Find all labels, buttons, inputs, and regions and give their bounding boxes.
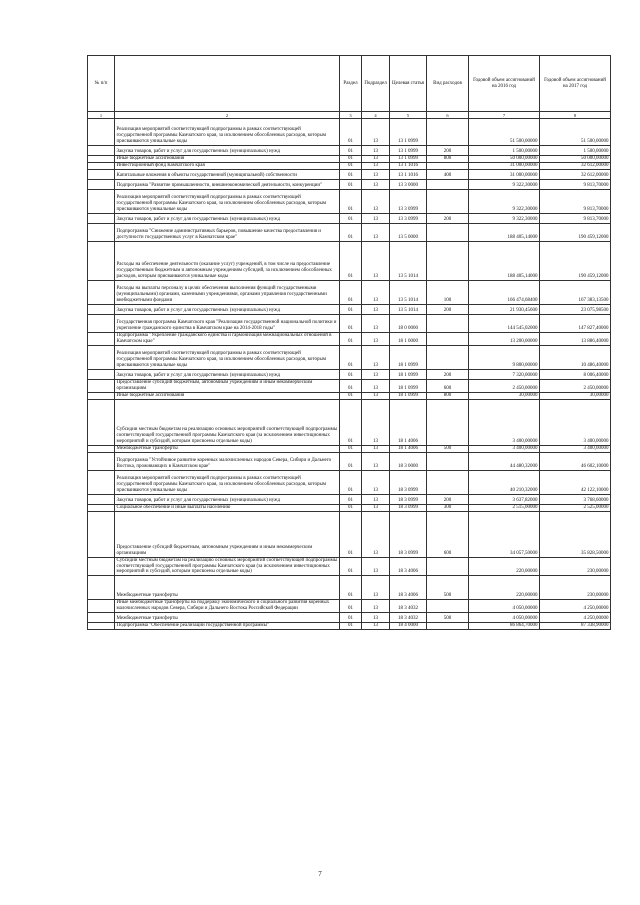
row-number-cell xyxy=(88,170,115,180)
column-number: 1 xyxy=(88,112,115,119)
row-name-cell: Инвестиционный фонд Камчатского края xyxy=(115,163,340,170)
row-number-cell xyxy=(88,190,115,214)
row-article-cell: 13 5 1014 xyxy=(390,242,427,281)
row-section-cell: 01 xyxy=(340,163,362,170)
row-article-cell: 13 3 0999 xyxy=(390,190,427,214)
row-name-cell: Межбюджетные трансферты xyxy=(115,445,340,452)
row-amount-2016: 51 500,00000 xyxy=(469,119,540,146)
row-amount-2016: 44 480,32000 xyxy=(469,452,540,470)
row-expense-cell xyxy=(427,345,469,369)
row-amount-2017: 3 768,60000 xyxy=(540,494,611,504)
row-article-cell: 18 1 0000 xyxy=(390,333,427,346)
table-row xyxy=(88,315,611,333)
row-section-cell: 01 xyxy=(340,170,362,180)
row-amount-2017: 23 075,98500 xyxy=(540,305,611,315)
row-article-cell: 13 5 1014 xyxy=(390,281,427,305)
row-amount-2016: 4 050,00000 xyxy=(469,600,540,613)
row-name-cell: Государственная программа Камчатского края "Реализация государственной национальной политики и укрепление гражданского единства в Камчатском крае на 2014-2018 годы" xyxy=(115,315,340,333)
row-article-cell: 13 1 1016 xyxy=(390,163,427,170)
row-expense-cell xyxy=(427,180,469,190)
row-number-cell xyxy=(88,119,115,146)
table-row xyxy=(88,369,611,379)
row-section-cell: 01 xyxy=(340,445,362,452)
row-article-cell: 18 3 4032 xyxy=(390,600,427,613)
table-row xyxy=(88,511,611,557)
row-amount-2017: 2 450,00000 xyxy=(540,379,611,392)
row-section-cell: 01 xyxy=(340,242,362,281)
row-expense-cell: 100 xyxy=(427,281,469,305)
row-article-cell: 18 3 0999 xyxy=(390,504,427,511)
budget-table xyxy=(87,55,611,630)
table-row xyxy=(88,379,611,392)
row-amount-2017: 230,00000 xyxy=(540,557,611,576)
row-subsection-cell: 13 xyxy=(362,494,390,504)
column-number: 7 xyxy=(469,112,540,119)
row-amount-2016: 7 320,00000 xyxy=(469,369,540,379)
table-row xyxy=(88,156,611,163)
row-article-cell: 18 1 0999 xyxy=(390,392,427,399)
row-number-cell xyxy=(88,445,115,452)
row-name-cell: Предоставление субсидий бюджетным, автономным учреждениям и иным некоммерческим организациям xyxy=(115,511,340,557)
row-expense-cell xyxy=(427,315,469,333)
row-expense-cell: 200 xyxy=(427,146,469,156)
row-amount-2017: 50 000,00000 xyxy=(540,156,611,163)
row-expense-cell: 800 xyxy=(427,156,469,163)
row-name-cell: Реализация мероприятий соответствующей подпрограммы в рамках соответствующей государственной программы Камчатского края, за исключением обособленных расходов, которым присваиваются уникальные коды xyxy=(115,345,340,369)
row-subsection-cell: 13 xyxy=(362,305,390,315)
row-name-cell: Иные межбюджетные трансферты на поддержку экономического и социального развития коренных малочисленных народов Севера, Сибири и Дальнего Востока Российской Федерации xyxy=(115,600,340,613)
row-article-cell: 18 1 0999 xyxy=(390,379,427,392)
row-amount-2017: 4 250,00000 xyxy=(540,600,611,613)
row-section-cell: 01 xyxy=(340,399,362,445)
row-subsection-cell: 13 xyxy=(362,369,390,379)
table-row xyxy=(88,470,611,494)
row-amount-2016: 4 050,00000 xyxy=(469,613,540,623)
row-article-cell: 13 1 1016 xyxy=(390,170,427,180)
header-article: Целевая статья xyxy=(390,56,427,112)
row-amount-2017: 46 602,10000 xyxy=(540,452,611,470)
row-expense-cell xyxy=(427,399,469,445)
row-amount-2016: 50 000,00000 xyxy=(469,156,540,163)
row-amount-2017: 32 612,00000 xyxy=(540,170,611,180)
row-amount-2017: 147 827,40000 xyxy=(540,315,611,333)
row-subsection-cell: 13 xyxy=(362,190,390,214)
table-row xyxy=(88,119,611,146)
row-section-cell: 01 xyxy=(340,557,362,576)
row-name-cell: Реализация мероприятий соответствующей подпрограммы в рамках соответствующей государственной программы Камчатского края, за исключением обособленных расходов, которым присваиваются уникальные коды xyxy=(115,190,340,214)
row-number-cell xyxy=(88,452,115,470)
row-expense-cell: 500 xyxy=(427,576,469,600)
row-section-cell: 01 xyxy=(340,392,362,399)
row-subsection-cell: 13 xyxy=(362,504,390,511)
row-section-cell: 01 xyxy=(340,333,362,346)
row-amount-2016: 9 800,00000 xyxy=(469,345,540,369)
row-name-cell: Закупка товаров, работ и услуг для государственных (муниципальных) нужд xyxy=(115,214,340,224)
row-name-cell: Расходы на обеспечение деятельности (оказание услуг) учреждений, в том числе на предоставление государственным бюджетным и автономным учреждениям субсидий, за исключением обособленных расходов, которым присваиваются уникальные коды xyxy=(115,242,340,281)
row-amount-2016: 3 637,82000 xyxy=(469,494,540,504)
row-section-cell: 01 xyxy=(340,504,362,511)
table-row xyxy=(88,345,611,369)
header-number: № п/п xyxy=(88,56,115,112)
row-name-cell: Реализация мероприятий соответствующей подпрограммы в рамках соответствующей государственной программы Камчатского края, за исключением обособленных расходов, которым присваиваются уникальные коды xyxy=(115,470,340,494)
table-body xyxy=(88,119,611,630)
row-expense-cell xyxy=(427,333,469,346)
row-amount-2017: 9 813,70000 xyxy=(540,180,611,190)
row-name-cell: Иные бюджетные ассигнования xyxy=(115,392,340,399)
row-article-cell: 13 5 0000 xyxy=(390,224,427,242)
header-section: Раздел xyxy=(340,56,362,112)
row-section-cell: 01 xyxy=(340,470,362,494)
row-amount-2016: 13 200,00000 xyxy=(469,333,540,346)
row-number-cell xyxy=(88,494,115,504)
row-amount-2016: 3 400,00000 xyxy=(469,399,540,445)
header-year-2016: Годовой объем ассигнований на 2016 год xyxy=(469,56,540,112)
header-expense-type: Вид расходов xyxy=(427,56,469,112)
row-amount-2017: 13 886,40000 xyxy=(540,333,611,346)
table-row xyxy=(88,576,611,600)
row-subsection-cell: 13 xyxy=(362,224,390,242)
row-amount-2017: 190 459,12000 xyxy=(540,242,611,281)
row-expense-cell xyxy=(427,557,469,576)
row-amount-2016: 40 210,32000 xyxy=(469,470,540,494)
row-article-cell: 18 1 4006 xyxy=(390,445,427,452)
column-number-row xyxy=(88,112,611,119)
row-article-cell: 18 0 0000 xyxy=(390,315,427,333)
row-section-cell: 01 xyxy=(340,511,362,557)
column-number: 8 xyxy=(540,112,611,119)
row-number-cell xyxy=(88,576,115,600)
row-name-cell: Капитальные вложения в объекты государственной (муниципальной) собственности xyxy=(115,170,340,180)
row-amount-2017: 51 500,00000 xyxy=(540,119,611,146)
row-name-cell: Межбюджетные трансферты xyxy=(115,613,340,623)
row-amount-2016: 2 515,00000 xyxy=(469,504,540,511)
table-row xyxy=(88,452,611,470)
row-amount-2017: 8 006,40000 xyxy=(540,369,611,379)
row-number-cell xyxy=(88,470,115,494)
table-row xyxy=(88,557,611,576)
row-amount-2017: 167 383,13500 xyxy=(540,281,611,305)
row-name-cell: Иные бюджетные ассигнования xyxy=(115,156,340,163)
row-section-cell: 01 xyxy=(340,452,362,470)
row-subsection-cell: 13 xyxy=(362,399,390,445)
table-row xyxy=(88,190,611,214)
row-number-cell xyxy=(88,557,115,576)
row-article-cell: 18 1 4006 xyxy=(390,399,427,445)
row-amount-2017: 2 525,00000 xyxy=(540,504,611,511)
row-subsection-cell: 13 xyxy=(362,613,390,623)
row-subsection-cell: 13 xyxy=(362,623,390,630)
table-row xyxy=(88,613,611,623)
row-amount-2016: 9 322,30000 xyxy=(469,214,540,224)
row-amount-2016: 188 405,14000 xyxy=(469,242,540,281)
row-amount-2016: 21 930,45600 xyxy=(469,305,540,315)
table-row xyxy=(88,170,611,180)
table-row xyxy=(88,494,611,504)
row-section-cell: 01 xyxy=(340,146,362,156)
row-section-cell: 01 xyxy=(340,214,362,224)
row-name-cell: Реализация мероприятий соответствующей подпрограммы в рамках соответствующей государственной программы Камчатского края, за исключением обособленных расходов, которым присваиваются уникальные коды xyxy=(115,119,340,146)
row-number-cell xyxy=(88,315,115,333)
row-section-cell: 01 xyxy=(340,600,362,613)
row-article-cell: 18 3 4006 xyxy=(390,576,427,600)
row-number-cell xyxy=(88,623,115,630)
row-amount-2017: 1 500,00000 xyxy=(540,146,611,156)
row-expense-cell: 200 xyxy=(427,494,469,504)
header-name xyxy=(115,56,340,112)
row-amount-2016: 9 322,30000 xyxy=(469,190,540,214)
row-number-cell xyxy=(88,345,115,369)
row-article-cell: 13 3 0000 xyxy=(390,180,427,190)
row-expense-cell xyxy=(427,452,469,470)
row-name-cell: Закупка товаров, работ и услуг для государственных (муниципальных) нужд xyxy=(115,305,340,315)
row-expense-cell xyxy=(427,242,469,281)
row-subsection-cell: 13 xyxy=(362,445,390,452)
row-name-cell: Субсидии местным бюджетам на реализацию основных мероприятий соответствующей подпрограммы соответствующей государственной программы Камчатского края (за исключением инвестиционных мероприятий и субсидий, которым присвоены отдельные коды) xyxy=(115,557,340,576)
row-number-cell xyxy=(88,392,115,399)
row-name-cell: Закупка товаров, работ и услуг для государственных (муниципальных) нужд xyxy=(115,146,340,156)
table-row xyxy=(88,445,611,452)
row-section-cell: 01 xyxy=(340,369,362,379)
row-subsection-cell: 13 xyxy=(362,119,390,146)
row-section-cell: 01 xyxy=(340,305,362,315)
row-subsection-cell: 13 xyxy=(362,345,390,369)
table-row xyxy=(88,305,611,315)
row-number-cell xyxy=(88,214,115,224)
page-number: 7 xyxy=(318,870,322,878)
row-expense-cell xyxy=(427,190,469,214)
row-number-cell xyxy=(88,511,115,557)
row-section-cell: 01 xyxy=(340,190,362,214)
row-number-cell xyxy=(88,156,115,163)
row-expense-cell: 600 xyxy=(427,511,469,557)
row-amount-2016: 220,00000 xyxy=(469,557,540,576)
row-amount-2016: 3 400,00000 xyxy=(469,445,540,452)
table-row xyxy=(88,399,611,445)
column-number: 3 xyxy=(340,112,362,119)
header-year-2017: Годовой объем ассигнований на 2017 год xyxy=(540,56,611,112)
row-expense-cell xyxy=(427,470,469,494)
row-subsection-cell: 13 xyxy=(362,146,390,156)
row-article-cell: 13 1 0999 xyxy=(390,156,427,163)
row-amount-2017: 9 813,70000 xyxy=(540,214,611,224)
table-row xyxy=(88,392,611,399)
row-expense-cell: 600 xyxy=(427,379,469,392)
row-amount-2016: 31 000,00000 xyxy=(469,163,540,170)
row-article-cell: 13 3 0999 xyxy=(390,214,427,224)
row-amount-2017: 42 122,10000 xyxy=(540,470,611,494)
row-subsection-cell: 13 xyxy=(362,156,390,163)
row-name-cell: Подпрограмма "Устойчивое развитие коренных малочисленных народов Севера, Сибири и Дальнего Востока, проживающих в Камчатском крае" xyxy=(115,452,340,470)
row-amount-2016: 34 057,50000 xyxy=(469,511,540,557)
row-amount-2017: 9 813,70000 xyxy=(540,190,611,214)
row-amount-2017: 87 338,90000 xyxy=(540,623,611,630)
row-amount-2016: 31 000,00000 xyxy=(469,170,540,180)
table-row xyxy=(88,281,611,305)
row-subsection-cell: 13 xyxy=(362,214,390,224)
row-amount-2017: 32 612,00000 xyxy=(540,163,611,170)
row-expense-cell xyxy=(427,163,469,170)
row-number-cell xyxy=(88,333,115,346)
row-number-cell xyxy=(88,305,115,315)
row-expense-cell xyxy=(427,119,469,146)
row-expense-cell: 200 xyxy=(427,214,469,224)
row-number-cell xyxy=(88,180,115,190)
row-section-cell: 01 xyxy=(340,494,362,504)
row-expense-cell: 300 xyxy=(427,504,469,511)
row-subsection-cell: 13 xyxy=(362,600,390,613)
row-name-cell: Субсидии местным бюджетам на реализацию основных мероприятий соответствующей подпрограммы соответствующей государственной программы Камчатского края (за исключением инвестиционных мероприятий и субсидий, которым присвоены отдельные коды) xyxy=(115,399,340,445)
column-number: 2 xyxy=(115,112,340,119)
row-amount-2017: 190 459,12000 xyxy=(540,224,611,242)
row-article-cell: 18 1 0999 xyxy=(390,369,427,379)
row-subsection-cell: 13 xyxy=(362,163,390,170)
row-section-cell: 01 xyxy=(340,224,362,242)
row-article-cell: 18 3 4006 xyxy=(390,557,427,576)
row-number-cell xyxy=(88,504,115,511)
table-row xyxy=(88,180,611,190)
row-number-cell xyxy=(88,399,115,445)
row-article-cell: 13 1 0999 xyxy=(390,146,427,156)
row-article-cell: 18 3 0999 xyxy=(390,494,427,504)
row-expense-cell: 200 xyxy=(427,369,469,379)
row-section-cell: 01 xyxy=(340,281,362,305)
row-amount-2017: 3 400,00000 xyxy=(540,399,611,445)
table-row xyxy=(88,242,611,281)
row-article-cell: 18 4 0000 xyxy=(390,623,427,630)
row-number-cell xyxy=(88,281,115,305)
table-row xyxy=(88,224,611,242)
row-article-cell: 18 3 0999 xyxy=(390,511,427,557)
row-number-cell xyxy=(88,613,115,623)
row-subsection-cell: 13 xyxy=(362,511,390,557)
table-row xyxy=(88,504,611,511)
row-article-cell: 13 5 1014 xyxy=(390,305,427,315)
table-row xyxy=(88,600,611,613)
header-subsection: Подраздел xyxy=(362,56,390,112)
row-article-cell: 18 3 0999 xyxy=(390,470,427,494)
row-subsection-cell: 13 xyxy=(362,315,390,333)
row-name-cell: Предоставление субсидий бюджетным, автономным учреждениям и иным некоммерческим организациям xyxy=(115,379,340,392)
row-subsection-cell: 13 xyxy=(362,392,390,399)
row-amount-2016: 2 450,00000 xyxy=(469,379,540,392)
row-number-cell xyxy=(88,242,115,281)
row-number-cell xyxy=(88,224,115,242)
row-name-cell: Межбюджетные трансферты xyxy=(115,576,340,600)
row-article-cell: 13 1 0999 xyxy=(390,119,427,146)
row-expense-cell xyxy=(427,600,469,613)
table-row xyxy=(88,333,611,346)
row-amount-2017: 230,00000 xyxy=(540,576,611,600)
row-number-cell xyxy=(88,163,115,170)
row-subsection-cell: 13 xyxy=(362,281,390,305)
row-amount-2017: 30,00000 xyxy=(540,392,611,399)
row-section-cell: 01 xyxy=(340,119,362,146)
row-name-cell: Закупка товаров, работ и услуг для государственных (муниципальных) нужд xyxy=(115,494,340,504)
row-name-cell: Подпрограмма "Развитие промышленности, внешнеэкономической деятельности, конкуренции" xyxy=(115,180,340,190)
row-section-cell: 01 xyxy=(340,576,362,600)
row-subsection-cell: 13 xyxy=(362,333,390,346)
row-amount-2016: 30,00000 xyxy=(469,392,540,399)
row-subsection-cell: 13 xyxy=(362,557,390,576)
row-expense-cell: 800 xyxy=(427,392,469,399)
row-section-cell: 01 xyxy=(340,315,362,333)
row-section-cell: 01 xyxy=(340,379,362,392)
row-amount-2016: 86 864,70000 xyxy=(469,623,540,630)
row-amount-2016: 220,00000 xyxy=(469,576,540,600)
row-subsection-cell: 13 xyxy=(362,470,390,494)
column-number: 4 xyxy=(362,112,390,119)
row-expense-cell: 500 xyxy=(427,613,469,623)
row-section-cell: 01 xyxy=(340,180,362,190)
row-subsection-cell: 13 xyxy=(362,242,390,281)
row-name-cell: Подпрограмма "Обеспечение реализации государственной программы" xyxy=(115,623,340,630)
row-amount-2016: 9 322,30000 xyxy=(469,180,540,190)
row-amount-2016: 1 500,00000 xyxy=(469,146,540,156)
row-amount-2016: 188 405,14000 xyxy=(469,224,540,242)
row-subsection-cell: 13 xyxy=(362,180,390,190)
row-amount-2017: 3 400,00000 xyxy=(540,445,611,452)
row-article-cell: 18 3 0000 xyxy=(390,452,427,470)
column-number: 5 xyxy=(390,112,427,119)
row-amount-2017: 4 250,00000 xyxy=(540,613,611,623)
row-subsection-cell: 13 xyxy=(362,576,390,600)
row-expense-cell: 500 xyxy=(427,445,469,452)
row-subsection-cell: 13 xyxy=(362,379,390,392)
row-number-cell xyxy=(88,600,115,613)
row-article-cell: 18 3 4032 xyxy=(390,613,427,623)
row-number-cell xyxy=(88,146,115,156)
table-row xyxy=(88,623,611,630)
row-expense-cell xyxy=(427,224,469,242)
row-subsection-cell: 13 xyxy=(362,452,390,470)
row-expense-cell xyxy=(427,623,469,630)
row-name-cell: Подпрограмма "Укрепление гражданского единства и гармонизация межнациональных отношений в Камчатском крае" xyxy=(115,333,340,346)
table-row xyxy=(88,163,611,170)
row-section-cell: 01 xyxy=(340,156,362,163)
row-amount-2017: 10 486,40000 xyxy=(540,345,611,369)
row-number-cell xyxy=(88,369,115,379)
row-amount-2016: 166 474,68400 xyxy=(469,281,540,305)
row-expense-cell: 400 xyxy=(427,170,469,180)
row-name-cell: Социальное обеспечение и иные выплаты населению xyxy=(115,504,340,511)
table-header-row xyxy=(88,56,611,112)
row-article-cell: 18 1 0999 xyxy=(390,345,427,369)
row-number-cell xyxy=(88,379,115,392)
row-section-cell: 01 xyxy=(340,623,362,630)
table-row xyxy=(88,214,611,224)
row-amount-2016: 144 545,02000 xyxy=(469,315,540,333)
row-subsection-cell: 13 xyxy=(362,170,390,180)
row-name-cell: Подпрограмма "Снижение административных барьеров, повышение качества предоставления и доступности государственных услуг в Камчатском крае" xyxy=(115,224,340,242)
column-number: 6 xyxy=(427,112,469,119)
row-section-cell: 01 xyxy=(340,613,362,623)
row-expense-cell: 200 xyxy=(427,305,469,315)
row-name-cell: Закупка товаров, работ и услуг для государственных (муниципальных) нужд xyxy=(115,369,340,379)
row-amount-2017: 35 828,50000 xyxy=(540,511,611,557)
row-section-cell: 01 xyxy=(340,345,362,369)
row-name-cell: Расходы на выплаты персоналу в целях обеспечения выполнения функций государственными (муниципальными) органами, казенными учреждениями, органами управления государственными внебюджетными фондами xyxy=(115,281,340,305)
table-row xyxy=(88,146,611,156)
